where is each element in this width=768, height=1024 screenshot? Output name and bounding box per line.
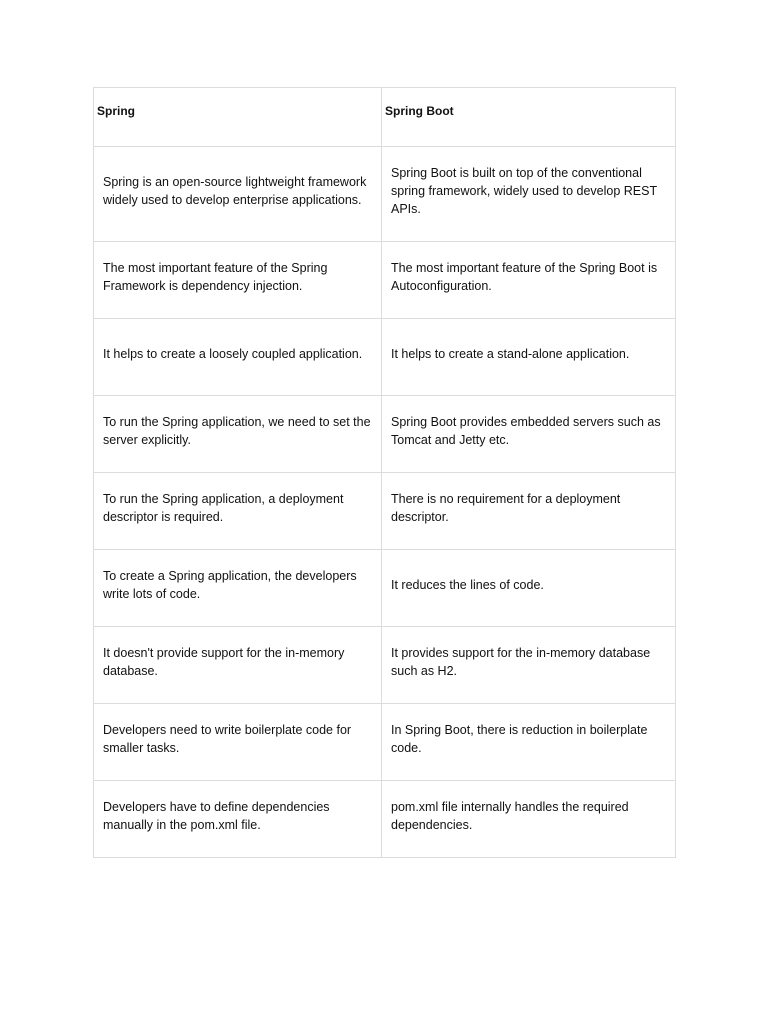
table-row xyxy=(94,147,676,242)
spring-boot-cell: pom.xml file internally handles the required dependencies. xyxy=(382,781,676,858)
spring-cell: Developers have to define dependencies manually in the pom.xml file. xyxy=(94,781,382,858)
spring-cell: To run the Spring application, a deployment descriptor is required. xyxy=(94,473,382,550)
table-row xyxy=(94,242,676,319)
spring-cell: To run the Spring application, we need to set the server explicitly. xyxy=(94,396,382,473)
column-header-spring-boot: Spring Boot xyxy=(382,88,676,147)
spring-cell: To create a Spring application, the developers write lots of code. xyxy=(94,550,382,627)
table-row xyxy=(94,627,676,704)
spring-cell: Spring is an open-source lightweight framework widely used to develop enterprise applications. xyxy=(94,147,382,242)
spring-boot-cell: It reduces the lines of code. xyxy=(382,550,676,627)
spring-boot-cell: It provides support for the in-memory database such as H2. xyxy=(382,627,676,704)
table-row xyxy=(94,550,676,627)
spring-boot-cell: Spring Boot is built on top of the conventional spring framework, widely used to develop REST APIs. xyxy=(382,147,676,242)
header-row xyxy=(94,88,676,147)
table-row xyxy=(94,704,676,781)
spring-boot-cell: In Spring Boot, there is reduction in boilerplate code. xyxy=(382,704,676,781)
spring-cell: It helps to create a loosely coupled application. xyxy=(94,319,382,396)
table-row xyxy=(94,473,676,550)
table-row xyxy=(94,396,676,473)
spring-cell: The most important feature of the Spring Framework is dependency injection. xyxy=(94,242,382,319)
comparison-table xyxy=(93,87,676,858)
spring-boot-cell: It helps to create a stand-alone application. xyxy=(382,319,676,396)
table-row xyxy=(94,319,676,396)
spring-boot-cell: There is no requirement for a deployment descriptor. xyxy=(382,473,676,550)
table-row xyxy=(94,781,676,858)
spring-boot-cell: The most important feature of the Spring Boot is Autoconfiguration. xyxy=(382,242,676,319)
spring-cell: Developers need to write boilerplate code for smaller tasks. xyxy=(94,704,382,781)
spring-boot-cell: Spring Boot provides embedded servers such as Tomcat and Jetty etc. xyxy=(382,396,676,473)
spring-cell: It doesn't provide support for the in-memory database. xyxy=(94,627,382,704)
column-header-spring: Spring xyxy=(94,88,382,147)
